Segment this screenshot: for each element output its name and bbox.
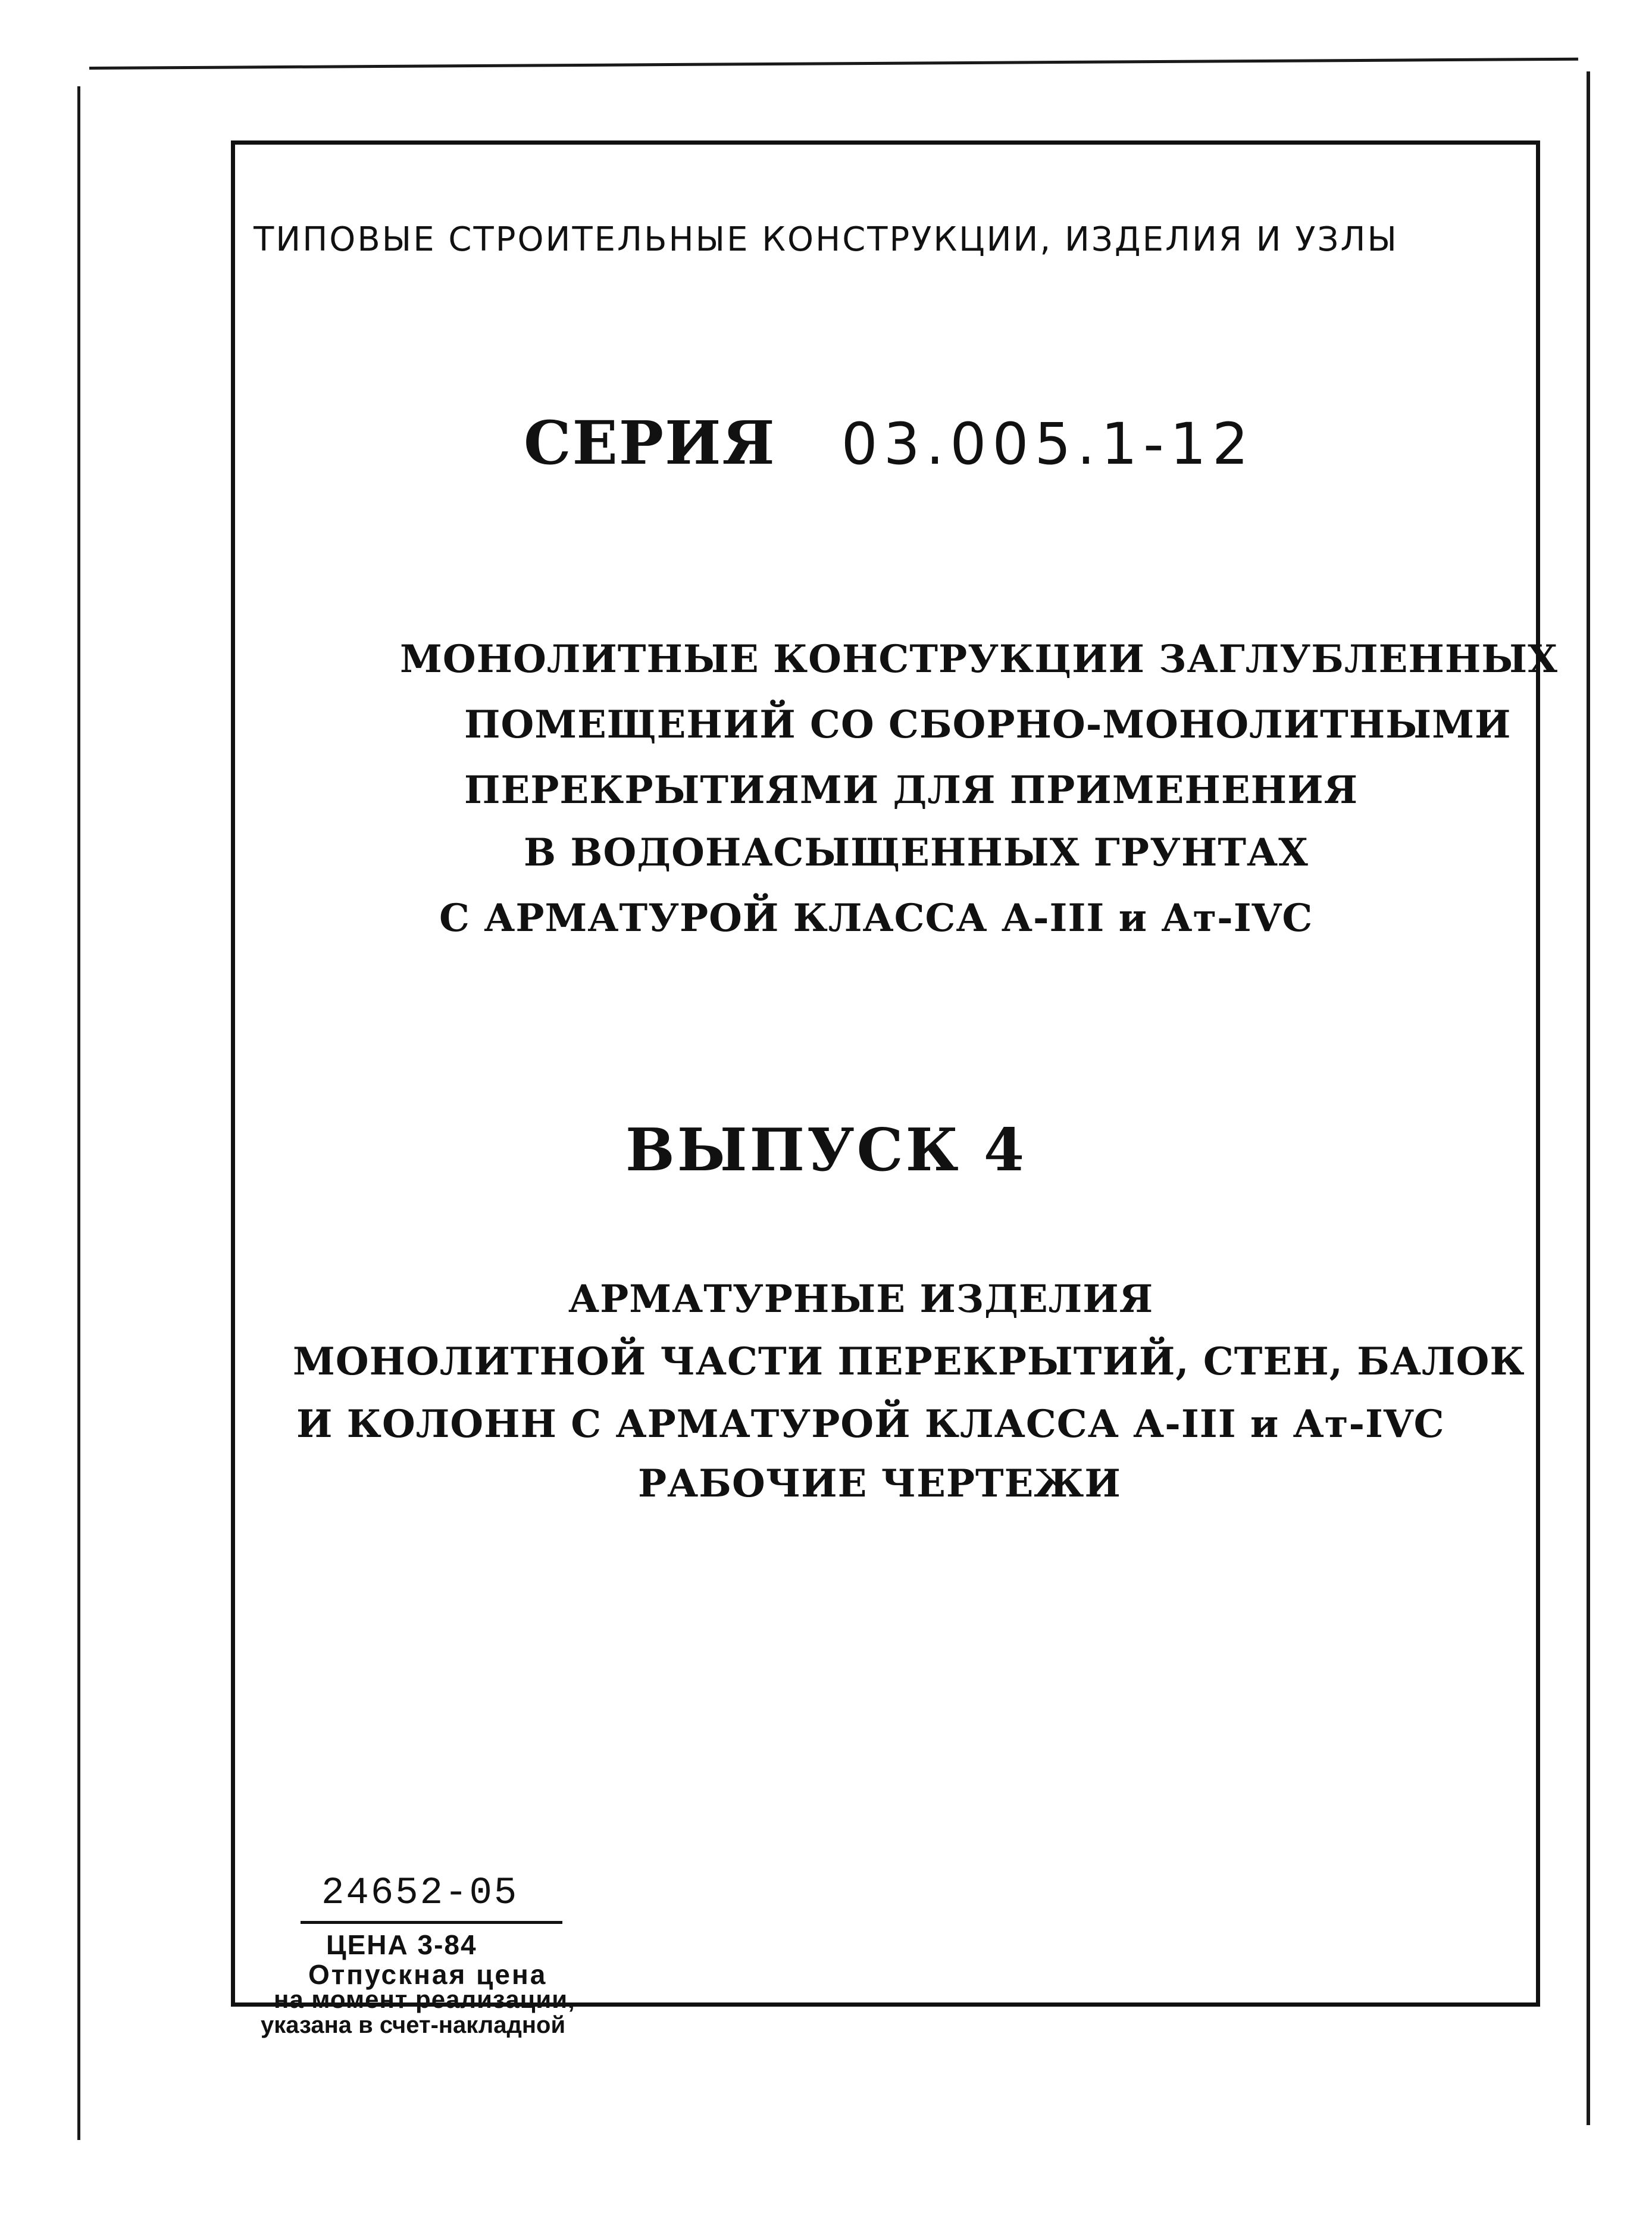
title-line-4: В ВОДОНАСЫЩЕННЫХ ГРУНТАХ — [524, 830, 1309, 875]
series-label: СЕРИЯ — [524, 408, 776, 478]
subtitle-line-2: МОНОЛИТНОЙ ЧАСТИ ПЕРЕКРЫТИЙ, СТЕН, БАЛОК — [293, 1339, 1525, 1384]
title-line-2: ПОМЕЩЕНИЙ СО СБОРНО-МОНОЛИТНЫМИ — [464, 702, 1512, 747]
stamp-note-line-2: на момент реализации, — [274, 1985, 575, 2013]
title-line-5: С АРМАТУРОЙ КЛАССА А-III и Ат-IVС — [439, 896, 1313, 941]
stamp-note-line-3: указана в счет-накладной — [261, 2012, 566, 2038]
title-line-1: МОНОЛИТНЫЕ КОНСТРУКЦИИ ЗАГЛУБЛЕННЫХ — [400, 637, 1558, 682]
page-header: ТИПОВЫЕ СТРОИТЕЛЬНЫЕ КОНСТРУКЦИИ, ИЗДЕЛИЯ И УЗЛЫ — [254, 220, 1398, 259]
series-number: 03.005.1-12 — [841, 411, 1254, 477]
subtitle-line-4: РАБОЧИЕ ЧЕРТЕЖИ — [638, 1461, 1121, 1506]
subtitle-line-1: АРМАТУРНЫЕ ИЗДЕЛИЯ — [568, 1277, 1154, 1321]
issue-heading: ВЫПУСК 4 — [625, 1116, 1027, 1185]
scan-border-top — [89, 58, 1578, 70]
stamp-underline — [301, 1921, 562, 1924]
series-heading — [524, 408, 1254, 478]
stamp-number: 24652-05 — [321, 1872, 519, 1915]
scan-border-left — [77, 86, 80, 2140]
scan-border-right — [1587, 71, 1590, 2125]
subtitle-line-3: И КОЛОНН С АРМАТУРОЙ КЛАССА А-III и Ат-IVС — [296, 1402, 1445, 1447]
stamp-price: ЦЕНА 3-84 — [326, 1929, 477, 1960]
stamp-note-line-1: Отпускная цена — [308, 1959, 547, 1990]
title-line-3: ПЕРЕКРЫТИЯМИ ДЛЯ ПРИМЕНЕНИЯ — [464, 768, 1358, 813]
